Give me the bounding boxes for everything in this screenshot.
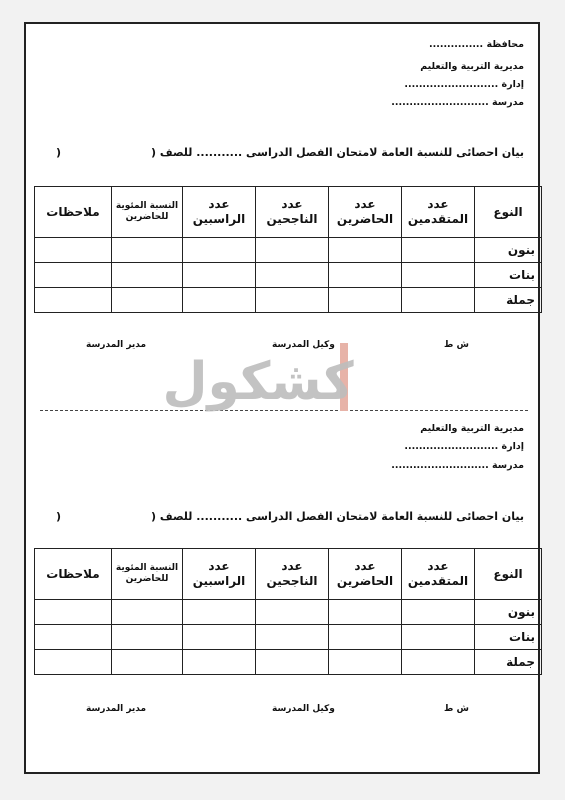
table-cell[interactable] xyxy=(256,238,329,263)
table-row xyxy=(35,288,542,313)
signature-deputy: وكيل المدرسة xyxy=(272,704,335,714)
table-row xyxy=(35,600,542,625)
title-paren-close: ) xyxy=(56,146,62,159)
signature-principal: مدير المدرسة xyxy=(86,340,147,350)
header-failed: عدد الراسبين xyxy=(183,549,256,600)
table-cell[interactable] xyxy=(256,288,329,313)
header-type: النوع xyxy=(475,549,542,600)
table-row xyxy=(35,238,542,263)
table-cell[interactable] xyxy=(256,625,329,650)
title-paren-close: ) xyxy=(56,510,62,523)
table-cell[interactable] xyxy=(256,600,329,625)
table-cell[interactable] xyxy=(112,625,183,650)
table-cell[interactable] xyxy=(112,238,183,263)
table-cell[interactable] xyxy=(35,625,112,650)
header-notes: ملاحظات xyxy=(35,187,112,238)
table-cell[interactable] xyxy=(256,650,329,675)
form-title: بيان احصائى للنسبة العامة لامتحان الفصل الدراسى ........... للصف ( xyxy=(151,146,524,159)
school-line: مدرسة ........................... xyxy=(391,460,524,471)
table-cell[interactable] xyxy=(183,625,256,650)
header-type: النوع xyxy=(475,187,542,238)
table-cell[interactable] xyxy=(112,650,183,675)
signature-deputy: وكيل المدرسة xyxy=(272,340,335,350)
table-cell[interactable] xyxy=(329,600,402,625)
table-header-row xyxy=(35,549,542,600)
table-row xyxy=(35,650,542,675)
header-passed: عدد الناجحين xyxy=(256,187,329,238)
header-percentage: النسبة المئوية للحاضرين xyxy=(112,187,183,238)
table-cell[interactable] xyxy=(183,263,256,288)
table-cell[interactable] xyxy=(183,238,256,263)
signature-principal: مدير المدرسة xyxy=(86,704,147,714)
header-passed: عدد الناجحين xyxy=(256,549,329,600)
table-cell[interactable] xyxy=(329,238,402,263)
header-applicants: عدد المتقدمين xyxy=(402,549,475,600)
table-cell[interactable] xyxy=(112,263,183,288)
statistics-table xyxy=(34,186,542,313)
table-cell[interactable] xyxy=(402,238,475,263)
directorate-line: مديرية التربية والتعليم xyxy=(420,423,524,434)
header-attendees: عدد الحاضرين xyxy=(329,549,402,600)
governorate-line: محافظة ............... xyxy=(429,39,524,50)
row-label-girls: بنات xyxy=(475,625,542,650)
row-label-total: جملة xyxy=(475,650,542,675)
form-title: بيان احصائى للنسبة العامة لامتحان الفصل الدراسى ........... للصف ( xyxy=(151,510,524,523)
table-cell[interactable] xyxy=(183,650,256,675)
school-line: مدرسة ........................... xyxy=(391,97,524,108)
table-cell[interactable] xyxy=(183,288,256,313)
table-cell[interactable] xyxy=(256,263,329,288)
table-cell[interactable] xyxy=(402,600,475,625)
signature-affairs: ش ط xyxy=(444,340,469,350)
directorate-line: مديرية التربية والتعليم xyxy=(420,61,524,72)
header-percentage: النسبة المئوية للحاضرين xyxy=(112,549,183,600)
table-cell[interactable] xyxy=(329,263,402,288)
table-cell[interactable] xyxy=(329,288,402,313)
header-notes: ملاحظات xyxy=(35,549,112,600)
signature-affairs: ش ط xyxy=(444,704,469,714)
row-label-girls: بنات xyxy=(475,263,542,288)
header-attendees: عدد الحاضرين xyxy=(329,187,402,238)
administration-line: إدارة .......................... xyxy=(404,441,524,452)
table-cell[interactable] xyxy=(402,288,475,313)
watermark-logo: كشكول xyxy=(162,352,354,412)
table-cell[interactable] xyxy=(35,288,112,313)
table-cell[interactable] xyxy=(183,600,256,625)
table-cell[interactable] xyxy=(112,288,183,313)
header-applicants: عدد المتقدمين xyxy=(402,187,475,238)
row-label-boys: بنون xyxy=(475,600,542,625)
table-row xyxy=(35,263,542,288)
statistics-table xyxy=(34,548,542,675)
table-cell[interactable] xyxy=(35,650,112,675)
table-header-row xyxy=(35,187,542,238)
table-cell[interactable] xyxy=(329,625,402,650)
table-cell[interactable] xyxy=(329,650,402,675)
table-cell[interactable] xyxy=(402,650,475,675)
table-cell[interactable] xyxy=(402,263,475,288)
table-cell[interactable] xyxy=(402,625,475,650)
table-cell[interactable] xyxy=(112,600,183,625)
header-failed: عدد الراسبين xyxy=(183,187,256,238)
table-cell[interactable] xyxy=(35,600,112,625)
row-label-boys: بنون xyxy=(475,238,542,263)
table-row xyxy=(35,625,542,650)
administration-line: إدارة .......................... xyxy=(404,79,524,90)
table-cell[interactable] xyxy=(35,263,112,288)
table-cell[interactable] xyxy=(35,238,112,263)
row-label-total: جملة xyxy=(475,288,542,313)
